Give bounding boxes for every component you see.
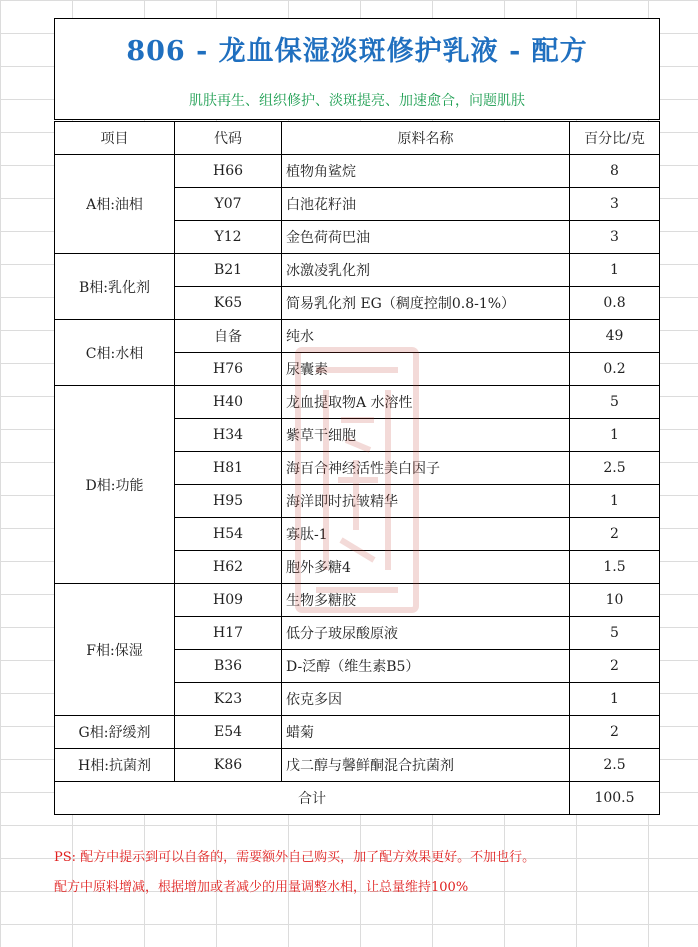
notes bbox=[54, 843, 674, 903]
percent-cell: 2 bbox=[570, 650, 660, 683]
percent-cell: 2 bbox=[570, 716, 660, 749]
phase-cell: G相:舒缓剂 bbox=[55, 716, 175, 749]
percent-cell: 49 bbox=[570, 320, 660, 353]
table-row bbox=[55, 716, 660, 749]
code-cell: H62 bbox=[175, 551, 282, 584]
document-title: 806 - 龙血保湿淡斑修护乳液 - 配方 bbox=[126, 36, 588, 67]
percent-cell: 8 bbox=[570, 155, 660, 188]
ingredient-name-cell: 海洋即时抗皱精华 bbox=[282, 485, 570, 518]
code-cell: H40 bbox=[175, 386, 282, 419]
ingredient-name-cell: 冰激凌乳化剂 bbox=[282, 254, 570, 287]
phase-cell: C相:水相 bbox=[55, 320, 175, 386]
code-cell: K23 bbox=[175, 683, 282, 716]
percent-cell: 10 bbox=[570, 584, 660, 617]
percent-cell: 3 bbox=[570, 188, 660, 221]
ingredient-name-cell: 简易乳化剂 EG（稠度控制0.8-1%） bbox=[282, 287, 570, 320]
ingredient-name-cell: 白池花籽油 bbox=[282, 188, 570, 221]
header-code: 代码 bbox=[175, 122, 282, 155]
table-row bbox=[55, 386, 660, 419]
phase-cell: A相:油相 bbox=[55, 155, 175, 254]
code-cell: H66 bbox=[175, 155, 282, 188]
header-phase: 项目 bbox=[55, 122, 175, 155]
phase-cell: D相:功能 bbox=[55, 386, 175, 584]
percent-cell: 1 bbox=[570, 683, 660, 716]
code-cell: K86 bbox=[175, 749, 282, 782]
phase-cell: F相:保湿 bbox=[55, 584, 175, 716]
ingredient-name-cell: 植物角鲨烷 bbox=[282, 155, 570, 188]
ingredient-name-cell: 依克多因 bbox=[282, 683, 570, 716]
ingredient-name-cell: 生物多糖胶 bbox=[282, 584, 570, 617]
table-row bbox=[55, 749, 660, 782]
percent-cell: 2.5 bbox=[570, 452, 660, 485]
header-name: 原料名称 bbox=[282, 122, 570, 155]
code-cell: H81 bbox=[175, 452, 282, 485]
phase-cell: B相:乳化剂 bbox=[55, 254, 175, 320]
total-label: 合计 bbox=[55, 782, 570, 815]
formula-body bbox=[55, 155, 660, 815]
ingredient-name-cell: 尿囊素 bbox=[282, 353, 570, 386]
code-cell: Y12 bbox=[175, 221, 282, 254]
phase-cell: H相:抗菌剂 bbox=[55, 749, 175, 782]
code-cell: H17 bbox=[175, 617, 282, 650]
ingredient-name-cell: 海百合神经活性美白因子 bbox=[282, 452, 570, 485]
ingredient-name-cell: 紫草干细胞 bbox=[282, 419, 570, 452]
document-subtitle: 肌肤再生、组织修护、淡斑提亮、加速愈合，问题肌肤 bbox=[189, 93, 525, 109]
code-cell: H76 bbox=[175, 353, 282, 386]
code-cell: H09 bbox=[175, 584, 282, 617]
code-cell: B36 bbox=[175, 650, 282, 683]
total-value: 100.5 bbox=[570, 782, 660, 815]
ingredient-name-cell: 龙血提取物A 水溶性 bbox=[282, 386, 570, 419]
percent-cell: 0.8 bbox=[570, 287, 660, 320]
ingredient-name-cell: 纯水 bbox=[282, 320, 570, 353]
code-cell: E54 bbox=[175, 716, 282, 749]
total-row bbox=[55, 782, 660, 815]
percent-cell: 1.5 bbox=[570, 551, 660, 584]
ingredient-name-cell: 金色荷荷巴油 bbox=[282, 221, 570, 254]
code-cell: H95 bbox=[175, 485, 282, 518]
ingredient-name-cell: 低分子玻尿酸原液 bbox=[282, 617, 570, 650]
percent-cell: 2 bbox=[570, 518, 660, 551]
percent-cell: 5 bbox=[570, 386, 660, 419]
ingredient-name-cell: 寡肽-1 bbox=[282, 518, 570, 551]
percent-cell: 1 bbox=[570, 485, 660, 518]
ingredient-name-cell: 蜡菊 bbox=[282, 716, 570, 749]
formula-table bbox=[54, 121, 660, 815]
code-cell: 自备 bbox=[175, 320, 282, 353]
percent-cell: 3 bbox=[570, 221, 660, 254]
ingredient-name-cell: 胞外多糖4 bbox=[282, 551, 570, 584]
code-cell: H54 bbox=[175, 518, 282, 551]
percent-cell: 2.5 bbox=[570, 749, 660, 782]
code-cell: H34 bbox=[175, 419, 282, 452]
header-pct: 百分比/克 bbox=[570, 122, 660, 155]
code-cell: B21 bbox=[175, 254, 282, 287]
table-row bbox=[55, 320, 660, 353]
note-line-1: PS: 配方中提示到可以自备的，需要额外自己购买，加了配方效果更好。不加也行。 bbox=[54, 850, 536, 865]
header-row bbox=[55, 122, 660, 155]
percent-cell: 0.2 bbox=[570, 353, 660, 386]
ingredient-name-cell: 戊二醇与馨鲜酮混合抗菌剂 bbox=[282, 749, 570, 782]
percent-cell: 5 bbox=[570, 617, 660, 650]
title-band bbox=[54, 18, 660, 120]
code-cell: K65 bbox=[175, 287, 282, 320]
ingredient-name-cell: D-泛醇（维生素B5） bbox=[282, 650, 570, 683]
percent-cell: 1 bbox=[570, 419, 660, 452]
table-row bbox=[55, 254, 660, 287]
note-line-2: 配方中原料增减，根据增加或者减少的用量调整水相，让总量维持100% bbox=[54, 880, 469, 895]
table-row bbox=[55, 584, 660, 617]
table-row bbox=[55, 155, 660, 188]
code-cell: Y07 bbox=[175, 188, 282, 221]
percent-cell: 1 bbox=[570, 254, 660, 287]
